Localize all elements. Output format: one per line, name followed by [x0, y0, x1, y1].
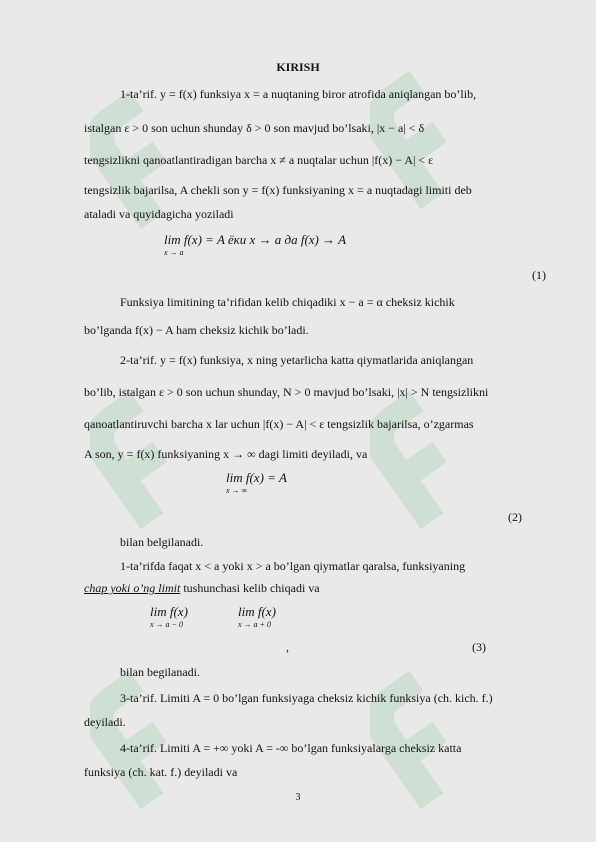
paragraph-line: bilan begilanadi.: [120, 665, 200, 679]
paragraph-line: bo’lib, istalgan ε > 0 son uchun shunday, N > 0 mavjud bo’lsaki, |x| > N tengsizlikni: [84, 385, 489, 399]
paragraph-line: bilan belgilanadi.: [120, 535, 204, 549]
paragraph-line: 4-ta’rif. Limiti A = +∞ yoki A = -∞ bo’lgan funksiyalarga cheksiz katta: [120, 741, 462, 755]
equation-2-subscript: x → ∞: [226, 486, 248, 495]
paragraph-line: qanoatlantiruvchi barcha x lar uchun |f(x) − A| < ε tengsizlik bajarilsa, o’zgarmas: [84, 417, 474, 431]
watermark-logo: [370, 660, 460, 810]
equation-3-comma: ,: [286, 640, 289, 654]
paragraph-line: 1-ta’rif. y = f(x) funksiya x = a nuqtaning biror atrofida aniqlangan bo’lib,: [120, 87, 477, 101]
paragraph-line: A son, y = f(x) funksiyaning x → ∞ dagi limiti deyiladi, va: [84, 447, 368, 461]
paragraph-line: bo’lganda f(x) − A ham cheksiz kichik bo’ladi.: [84, 323, 309, 337]
equation-number: (3): [472, 640, 486, 654]
page-number: 3: [295, 792, 301, 803]
paragraph-line: tengsizlik bajarilsa, A chekli son y = f(x) funksiyaning x = a nuqtadagi limiti deb: [84, 183, 472, 197]
paragraph-line: ataladi va quyidagicha yoziladi: [84, 207, 234, 221]
paragraph-line: tengsizlikni qanoatlantiradigan barcha x ≠ a nuqtalar uchun |f(x) − A| < ε: [84, 153, 434, 167]
underlined-term: chap yoki o’ng limit: [84, 581, 181, 595]
equation-3-left-subscript: x → a − 0: [150, 620, 183, 629]
equation-1: [164, 232, 346, 257]
equation-1-body: lim f(x) = A ёки x → a да f(x) → A: [164, 232, 347, 247]
equation-3-right-subscript: x → a + 0: [238, 620, 271, 629]
paragraph-line: deyiladi.: [84, 715, 126, 729]
paragraph-line: istalgan ε > 0 son uchun shunday δ > 0 son mavjud bo’lsaki, |x − a| < δ: [84, 121, 425, 135]
equation-number: (1): [532, 268, 546, 282]
paragraph-line: funksiya (ch. kat. f.) deyiladi va: [84, 765, 238, 779]
equation-3-right-body: lim f(x): [238, 604, 276, 619]
equation-3-left: [150, 604, 188, 629]
watermark-logo: [90, 660, 180, 810]
page-title: KIRISH: [276, 60, 320, 74]
equation-2-body: lim f(x) = A: [226, 470, 287, 485]
equation-2: [226, 470, 287, 495]
equation-3-left-body: lim f(x): [150, 604, 188, 619]
equation-3-right: [238, 604, 276, 629]
paragraph-line: 2-ta’rif. y = f(x) funksiya, x ning yetarlicha katta qiymatlarida aniqlangan: [120, 353, 474, 367]
paragraph-line: [84, 580, 552, 596]
equation-number: (2): [508, 510, 522, 524]
paragraph-line: 1-ta’rifda faqat x < a yoki x > a bo’lgan qiymatlar qaralsa, funksiyaning: [120, 559, 466, 573]
paragraph-text: tushunchasi kelib chiqadi va: [180, 581, 320, 595]
paragraph-line: Funksiya limitining ta’rifidan kelib chiqadiki x − a = α cheksiz kichik: [120, 295, 455, 309]
paragraph-line: 3-ta’rif. Limiti A = 0 bo’lgan funksiyaga cheksiz kichik funksiya (ch. kich. f.): [120, 691, 493, 705]
equation-1-subscript: x → a: [164, 248, 184, 257]
